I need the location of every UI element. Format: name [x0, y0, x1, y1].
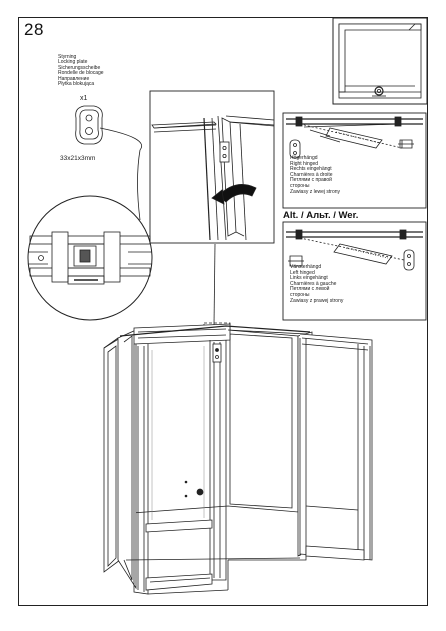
hinge-left-line: Charnières à gauche	[290, 280, 337, 287]
part-name-fr: Rondelle de blocage	[58, 70, 104, 77]
hinge-left-line: Zawiasy z prawej strony	[290, 297, 344, 304]
hinge-left-line: Vänsterhängd	[290, 264, 322, 270]
hinge-right-line: стороны	[290, 182, 310, 189]
locking-plate-icon	[76, 106, 103, 144]
hinge-detail-circle	[28, 150, 152, 320]
part-quantity: x1	[80, 95, 88, 102]
alternative-title: Alt. / Альт. / Wer.	[283, 210, 359, 221]
part-name-ru: Направление	[58, 75, 90, 82]
hinge-right-line: Zawiasy z lewej strony	[290, 188, 341, 195]
hinge-right-line: Петлями с правой	[290, 177, 332, 184]
overview-inset	[333, 18, 427, 104]
detail-leader	[214, 244, 215, 325]
hinge-left-line: Петлями с левой	[290, 286, 330, 293]
hinge-right-line: Högerhängd	[290, 155, 318, 161]
hinge-left-line: Left hinged	[290, 269, 315, 276]
part-name-de: Sicherungsscheibe	[58, 64, 101, 71]
hinge-right-line: Right hinged	[290, 160, 319, 167]
door-corner-detail	[150, 91, 274, 243]
hinge-left-line: Links eingehängt	[290, 275, 328, 282]
hinge-left-line: стороны	[290, 291, 310, 298]
hinge-left-diagram	[283, 222, 426, 320]
shower-cabin	[104, 324, 372, 594]
leader-line	[100, 128, 142, 150]
part-name-en: Locking plate	[58, 59, 88, 66]
part-dimensions: 33x21x3mm	[60, 155, 96, 162]
part-name-sv: Styrning	[58, 54, 77, 60]
part-name-pl: Płytka blokująca	[58, 81, 95, 88]
hinge-right-line: Rechts eingehängt	[290, 166, 332, 173]
hinge-right-diagram	[283, 113, 426, 208]
hinge-right-line: Charnières à droite	[290, 171, 333, 178]
step-number: 28	[24, 20, 44, 39]
